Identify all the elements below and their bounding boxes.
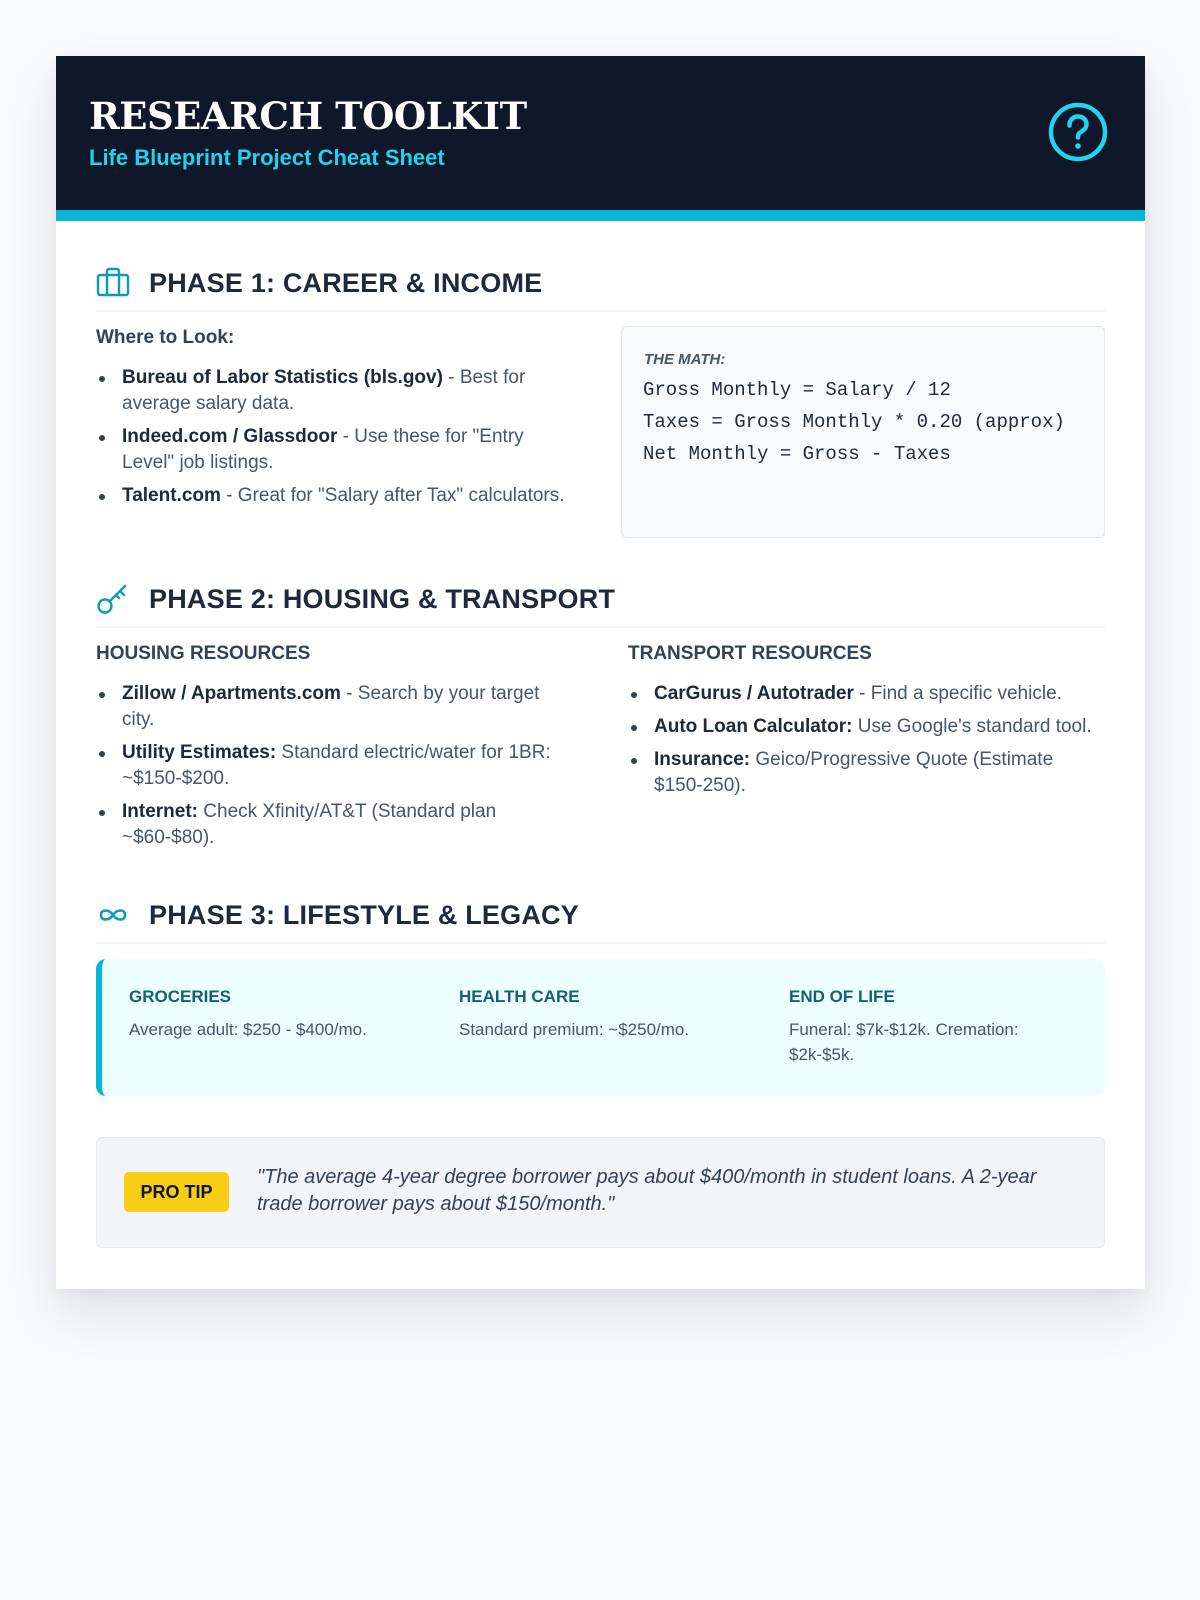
resource-name: Auto Loan Calculator: xyxy=(654,716,853,737)
stat-heading: GROCERIES xyxy=(129,987,232,1006)
key-icon xyxy=(96,582,130,616)
math-line: Taxes = Gross Monthly * 0.20 (approx) xyxy=(643,411,1065,433)
math-line: Gross Monthly = Salary / 12 xyxy=(643,379,951,401)
page-title: RESEARCH TOOLKIT xyxy=(89,94,527,138)
infinity-icon xyxy=(96,898,130,932)
list-item xyxy=(96,483,566,509)
phase2-heading xyxy=(96,582,1105,628)
header xyxy=(56,56,1145,210)
stat-end-of-life xyxy=(789,987,1079,1067)
where-to-look-label: Where to Look: xyxy=(96,327,235,348)
list-item xyxy=(96,681,566,733)
page-subtitle: Life Blueprint Project Cheat Sheet xyxy=(89,145,445,170)
stat-value: Funeral: $7k-$12k. Cremation: $2k-$5k. xyxy=(789,1020,1019,1064)
resource-name[interactable]: Bureau of Labor Statistics (bls.gov) xyxy=(122,367,443,388)
list-item xyxy=(628,714,1105,740)
resource-desc: - Search by your target city. xyxy=(122,683,540,730)
math-label: THE MATH: xyxy=(644,351,726,368)
math-formulas xyxy=(643,377,1083,473)
resource-desc: - Great for "Salary after Tax" calculators. xyxy=(220,485,565,506)
housing-resources-label: HOUSING RESOURCES xyxy=(96,643,311,664)
resource-desc: Geico/Progressive Quote (Estimate $150-250). xyxy=(654,749,1054,796)
resource-desc: - Use these for "Entry Level" job listings. xyxy=(122,426,524,473)
career-resource-list xyxy=(96,365,566,516)
list-item xyxy=(96,799,566,851)
list-item xyxy=(96,365,566,417)
resource-desc: Standard electric/water for 1BR: ~$150-$200. xyxy=(122,742,551,789)
phase1-heading xyxy=(96,266,1105,312)
resource-name: Insurance: xyxy=(654,749,751,770)
pro-tip-text: "The average 4-year degree borrower pays about $400/month in student loans. A 2-year trade borrower pays about $150/month." xyxy=(257,1166,1037,1215)
question-circle-icon[interactable] xyxy=(1047,101,1109,163)
list-item xyxy=(96,740,566,792)
housing-resource-list xyxy=(96,681,566,858)
resource-desc: - Best for average salary data. xyxy=(122,367,526,414)
resource-desc: - Find a specific vehicle. xyxy=(853,683,1062,704)
list-item xyxy=(628,681,1105,707)
resource-name: Internet: xyxy=(122,801,198,822)
stat-groceries xyxy=(129,987,419,1042)
lifestyle-stats-box xyxy=(96,959,1105,1096)
stat-heading: END OF LIFE xyxy=(789,987,895,1006)
stat-heading: HEALTH CARE xyxy=(459,987,580,1006)
cheat-sheet-card xyxy=(56,56,1145,1289)
phase3-title: PHASE 3: LIFESTYLE & LEGACY xyxy=(149,900,579,930)
resource-name[interactable]: Indeed.com / Glassdoor xyxy=(122,426,338,447)
list-item xyxy=(628,747,1105,799)
pro-tip-badge: PRO TIP xyxy=(124,1172,229,1212)
briefcase-icon xyxy=(96,266,130,300)
phase2-title: PHASE 2: HOUSING & TRANSPORT xyxy=(149,584,616,614)
stat-health-care xyxy=(459,987,749,1042)
stat-value: Standard premium: ~$250/mo. xyxy=(459,1020,690,1039)
resource-name[interactable]: CarGurus / Autotrader xyxy=(654,683,854,704)
pro-tip-box xyxy=(96,1137,1105,1248)
math-box xyxy=(621,326,1105,538)
phase3-heading xyxy=(96,898,1105,944)
resource-name: Utility Estimates: xyxy=(122,742,277,763)
header-accent-bar xyxy=(56,210,1145,221)
transport-resources-label: TRANSPORT RESOURCES xyxy=(628,643,872,664)
resource-desc: Check Xfinity/AT&T (Standard plan ~$60-$80). xyxy=(122,801,497,848)
stat-value: Average adult: $250 - $400/mo. xyxy=(129,1020,367,1039)
list-item xyxy=(96,424,566,476)
math-line: Net Monthly = Gross - Taxes xyxy=(643,443,951,465)
resource-name[interactable]: Zillow / Apartments.com xyxy=(122,683,341,704)
phase1-title: PHASE 1: CAREER & INCOME xyxy=(149,268,543,298)
transport-resource-list xyxy=(628,681,1105,806)
resource-name[interactable]: Talent.com xyxy=(122,485,221,506)
resource-desc: Use Google's standard tool. xyxy=(852,716,1092,737)
